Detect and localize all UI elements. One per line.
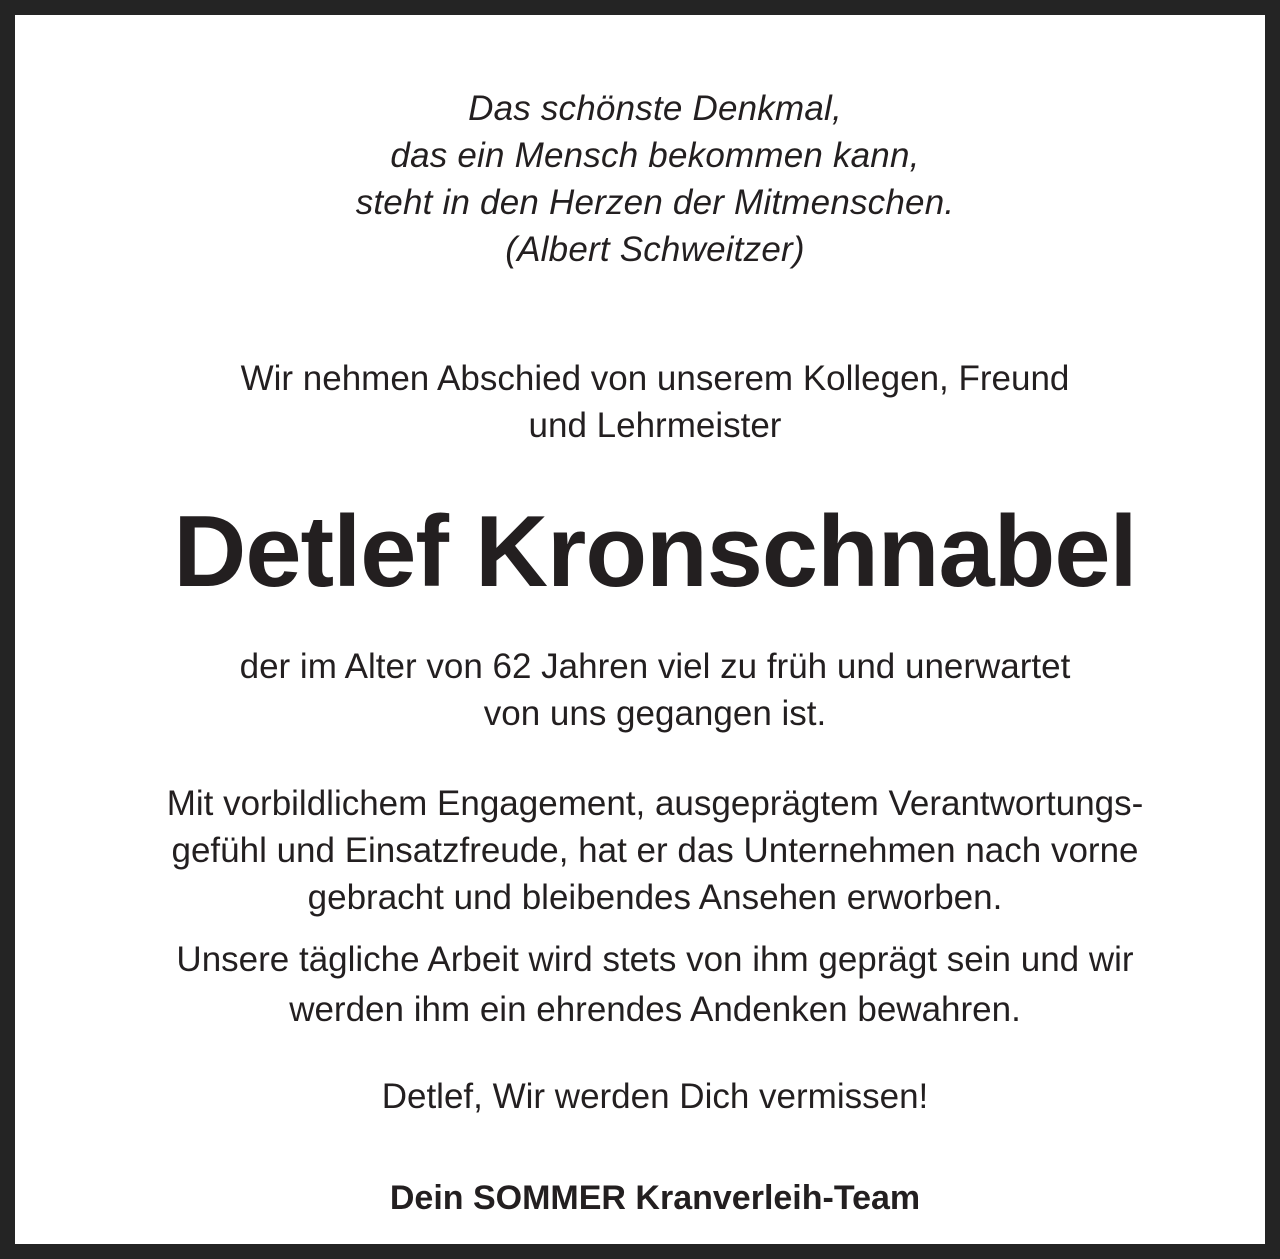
passing-details: [15, 643, 1280, 737]
intro-line: Wir nehmen Abschied von unserem Kollegen, Freund: [240, 359, 1070, 398]
tribute-line: Unsere tägliche Arbeit wird stets von ihm geprägt sein und wir: [176, 940, 1134, 979]
quote-line: steht in den Herzen der Mitmenschen.: [355, 183, 955, 222]
tribute-line: gebracht und bleibendes Ansehen erworben.: [307, 878, 1003, 917]
farewell-intro: [15, 355, 1280, 449]
tribute-paragraph-1: [15, 780, 1280, 921]
quote-line: das ein Mensch bekommen kann,: [390, 136, 920, 175]
tribute-paragraph-2: [15, 935, 1280, 1035]
quote-line: Das schönste Denkmal,: [468, 89, 842, 128]
tribute-line: werden ihm ein ehrendes Andenken bewahren.: [289, 990, 1021, 1029]
quote-attribution: (Albert Schweitzer): [505, 230, 805, 269]
signature: Dein SOMMER Kranverleih-Team: [389, 1179, 921, 1217]
epigraph-quote: [15, 85, 1280, 273]
deceased-name: Detlef Kronschnabel: [173, 496, 1137, 608]
tribute-line: gefühl und Einsatzfreude, hat er das Unternehmen nach vorne: [171, 831, 1139, 870]
intro-line: und Lehrmeister: [528, 406, 782, 445]
farewell-message: Detlef, Wir werden Dich vermissen!: [381, 1077, 929, 1116]
detail-line: der im Alter von 62 Jahren viel zu früh und unerwartet: [239, 647, 1071, 686]
detail-line: von uns gegangen ist.: [483, 694, 827, 733]
tribute-line: Mit vorbildlichem Engagement, ausgeprägtem Verantwortungs-: [166, 784, 1144, 823]
